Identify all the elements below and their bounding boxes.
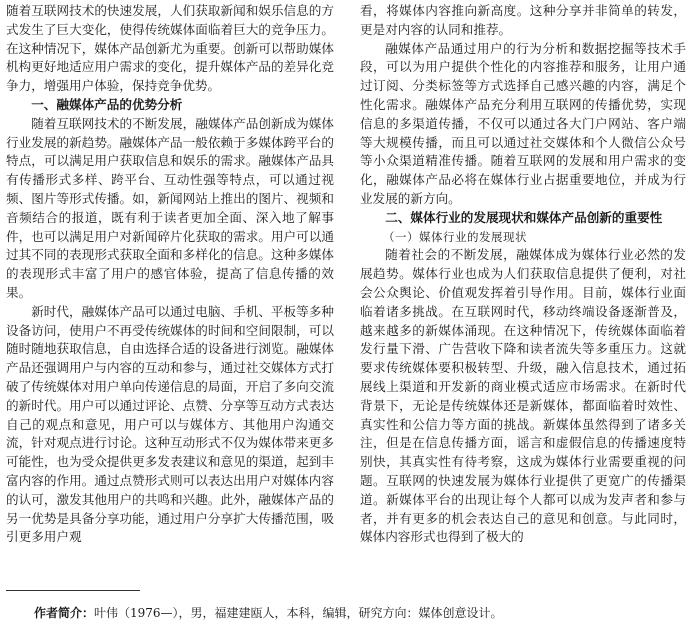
left-column [6,2,334,547]
paragraph: 看，将媒体内容推向新高度。这种分享并非简单的转发，更是对内容的认同和推荐。 [360,3,686,37]
footnote-rule [6,590,140,591]
subsection-heading: （一）媒体行业的发展现状 [383,229,527,244]
right-column [360,2,686,547]
author-note [34,604,503,621]
author-note-label: 作者简介： [34,606,95,620]
section-heading: 一、融媒体产品的优势分析 [31,96,183,112]
paragraph: 随着互联网技术的不断发展，融媒体产品创新成为媒体行业发展的新趋势。融媒体产品一般依赖于多媒体跨平台的特点，可以满足用户获取信息和娱乐的需求。融媒体产品具有传播形式多样、跨平台、互动性强等特点，可以通过视频、图片等形式传播。如，新闻网站上推出的图片、视频和音频结合的报道，既有利于读者更加全面、深入地了解事件，也可以满足用户对新闻碎片化获取的需求。用户可以通过其不同的表现形式获取全面和多样化的信息。这种多媒体的表现形式丰富了用户的感官体验，提高了信息传播的效果。 [6,115,334,300]
author-note-text: 叶伟（1976—），男，福建建瓯人，本科，编辑，研究方向：媒体创意设计。 [94,606,503,620]
paragraph: 随着社会的不断发展，融媒体成为媒体行业必然的发展趋势。媒体行业也成为人们获取信息提供了便利，对社会公众舆论、价值观发挥着引导作用。目前，媒体行业面临着诸多挑战。在互联网时代，移动终端设备逐渐普及，越来越多的新媒体涌现。在这种情况下，传统媒体面临着发行量下滑、广告营收下降和读者流失等多重压力。这就要求传统媒体要积极转型、升级，融入信息技术，通过拓展线上渠道和开发新的商业模式适应市场需求。在新时代背景下，无论是传统媒体还是新媒体，都面临着时效性、真实性和公信力等方面的挑战。新媒体虽然得到了诸多关注，但是在信息传播方面，谣言和虚假信息的传播速度特别快，其真实性有待考察，这成为媒体行业需要重视的问题。互联网的快速发展为媒体行业提供了更宽广的传播渠道。新媒体平台的出现让每个人都可以成为发声者和参与者，并有更多的机会表达自己的意见和创意。与此同时，媒体内容形式也得到了极大的 [360,247,686,545]
paragraph: 融媒体产品通过用户的行为分析和数据挖掘等技术手段，可以为用户提供个性化的内容推荐和服务，让用户通过订阅、分类标签等方式选择自己感兴趣的内容，满足个性化需求。融媒体产品充分利用互联网的传播优势，实现信息的多渠道传播，不仅可以通过各大门户网站、客户端等大规模传播，而且可以通过社交媒体和个人微信公众号等小众渠道精准传播。随着互联网的发展和用户需求的变化，融媒体产品必将在媒体行业占据重要地位，并成为行业发展的新方向。 [360,40,686,206]
paragraph: 随着互联网技术的快速发展，人们获取新闻和娱乐信息的方式发生了巨大变化，使得传统媒体面临着巨大的竞争压力。在这种情况下，媒体产品创新尤为重要。创新可以帮助媒体机构更好地适应用户需求的变化，提升媒体产品的差异化竞争力，增强用户体验，保持竞争优势。 [6,3,334,94]
section-heading: 二、媒体行业的发展现状和媒体产品创新的重要性 [385,209,663,225]
paragraph: 新时代，融媒体产品可以通过电脑、手机、平板等多种设备访问，使用户不再受传统媒体的时间和空间限制，可以随时随地获取信息，自由选择合适的设备进行浏览。融媒体产品还强调用户与内容的互动和参与，通过社交媒体方式打破了传统媒体对用户单向传递信息的局面，开启了多向交流的新时代。用户可以通过评论、点赞、分享等互动方式表达自己的观点和意见，用户可以与媒体方、其他用户沟通交流，针对观点进行讨论。这种互动形式不仅为媒体带来更多可能性，也为受众提供更多发表建议和意见的渠道，起到丰富内容的作用。通过点赞形式则可以表达出用户对媒体内容的认可，激发其他用户的共鸣和兴趣。此外，融媒体产品的另一优势是具备分享功能，通过用户分享扩大传播范围，吸引更多用户观 [6,303,334,545]
